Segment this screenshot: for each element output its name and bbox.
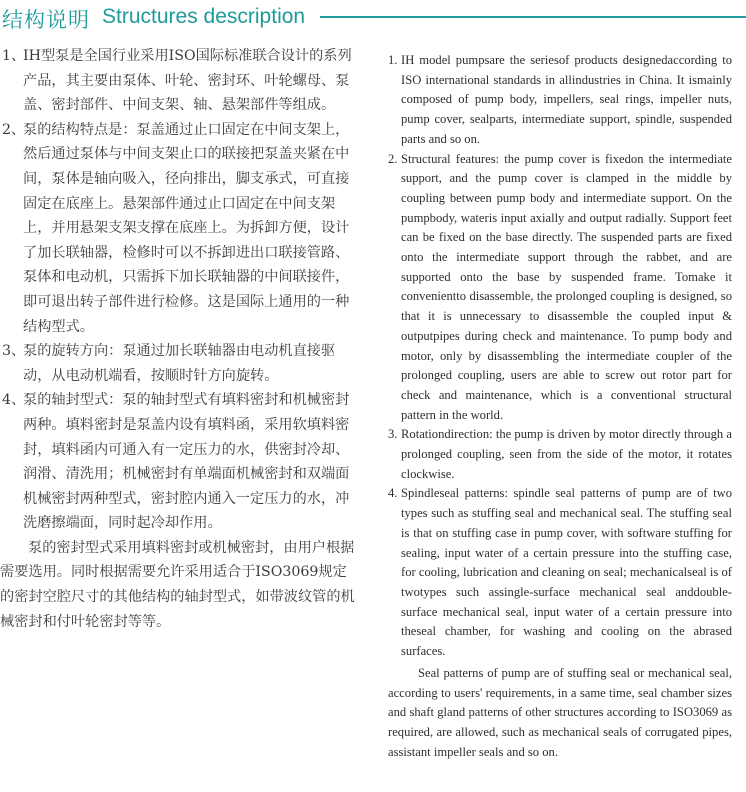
en-item-text: Rotationdirection: the pump is driven by motor directly through a prolonged coupling, seen from the side of the motor, it rotates clockwise. (401, 427, 732, 481)
en-item-number: 3. (388, 427, 398, 442)
zh-item-3 (0, 339, 356, 388)
zh-item-1 (0, 44, 356, 118)
zh-item-4 (0, 388, 356, 536)
zh-item-text: 泵的轴封型式：泵的轴封型式有填料密封和机械密封两种。填料密封是泵盖内设有填料函，采用软填料密封，填料函内可通入有一定压力的水，供密封冷却、润滑、清洗用；机械密封有单端面机械密封和双端面机械密封两种型式，密封腔内通入一定压力的水，冲洗磨擦端面，同时起冷却作用。 (23, 392, 350, 532)
en-item-number: 1. (388, 53, 398, 67)
en-closing-paragraph: Seal patterns of pump are of stuffing seal or mechanical seal, according to users' requirements, in a same time, seal chamber sizes and shaft gland patterns of other structures according to ISO3069 as required, are allowed, such as mechanical seals of corrugated pipes, assistant impeller seals and so on. (388, 665, 732, 759)
section-title-en: Structures description (102, 5, 306, 28)
en-item-text: Structural features: the pump cover is fixedon the intermediate support, and the pump cover is clamped in the middle by coupling between pump body and intermediate support. On the pumpbody, wateris input axially and output radially. Support feet can be fixed on the base directly. The suspended parts are fixed onto the intermediate support through the rabbet, and are supported onto the base by suspended frame. Tomake it convenientto disassemble, the prolonged coupling is designed, so that it is unnecessary to disassemble the coupled input & outputpipes during check and maintenance. To pump body and motor, only by disassembling the intermediate coupler of the prolonged coupling, users are able to screw out rotor part for check and maintenance, which is a conventional structural pattern in the world. (401, 151, 732, 422)
zh-item-number: 2、 (2, 121, 26, 138)
en-item-text: Spindleseal patterns: spindle seal patterns of pump are of two types such as stuffing seal and mechanical seal. The stuffing seal is that on stuffing case in pump cover, with software stuffing for sealing, input water of a certain pressure into the stuffing case, for cooling, lubrication and cleaning on seal; mechanicalseal is of twotypes such assingle-surface mechanical seal anddouble-surface mechanical seal, input water of a certain pressure into theseal chamber, for washing and cooling on the abrased surfaces. (401, 486, 732, 659)
section-header (2, 4, 746, 34)
section-title-zh: 结构说明 (2, 8, 90, 32)
en-item-3 (388, 425, 732, 484)
zh-item-number: 4、 (2, 392, 26, 409)
zh-item-number: 1、 (2, 48, 26, 64)
english-description (388, 51, 732, 762)
en-item-4 (388, 484, 732, 661)
en-item-1 (388, 51, 732, 150)
zh-item-text: IH型泵是全国行业采用ISO国际标准联合设计的系列产品，其主要由泵体、叶轮、密封环、叶轮螺母、泵盖、密封部件、中间支架、轴、悬架部件等组成。 (23, 48, 352, 114)
zh-closing-paragraph: 泵的密封型式采用填料密封或机械密封，由用户根据需要选用。同时根据需要允许采用适合于ISO3069规定的密封空腔尺寸的其他结构的轴封型式，如带波纹管的机械密封和付叶轮密封等等。 (0, 539, 355, 630)
header-divider-line (320, 16, 746, 18)
zh-item-text: 泵的旋转方向：泵通过加长联轴器由电动机直接驱动，从电动机端看，按顺时针方向旋转。 (23, 343, 336, 384)
en-item-2 (388, 150, 732, 426)
chinese-description (0, 44, 356, 634)
en-item-number: 2. (388, 151, 398, 166)
zh-item-text: 泵的结构特点是：泵盖通过止口固定在中间支架上，然后通过泵体与中间支架止口的联接把泵盖夹紧在中间，泵体是轴向吸入，径向排出，脚支承式，可直接固定在底座上。悬架部件通过止口固定在中间支架上，并用悬架支架支撑在底座上。为拆卸方便，设计了加长联轴器，检修时可以不拆卸进出口联接管路、泵体和电动机，只需拆下加长联轴器的中间联接件，即可退出转子部件进行检修。这是国际上通用的一种结构型式。 (23, 121, 350, 335)
en-item-number: 4. (388, 486, 398, 501)
en-item-text: IH model pumpsare the seriesof products designedaccording to ISO international standards in allindustries in China. It ismainly composed of pump body, impellers, seal rings, impeller nuts, pump cover, sealparts, intermediate support, spindle, suspended parts and so on. (401, 53, 732, 146)
zh-item-number: 3、 (2, 343, 26, 360)
zh-item-2 (0, 118, 356, 339)
